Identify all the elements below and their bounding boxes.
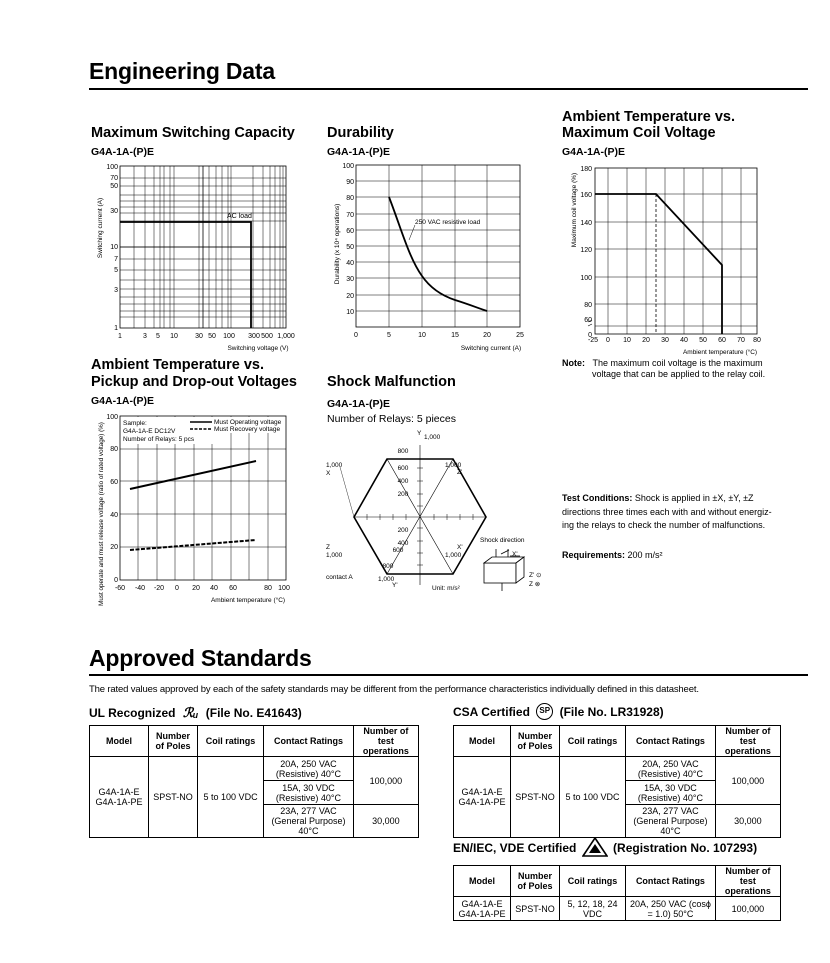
vde-logo-icon — [582, 837, 608, 857]
y-tick: 100 — [342, 163, 354, 170]
switching-capacity-line — [120, 222, 251, 328]
coil-note-text-1: The maximum coil voltage is the maximum — [592, 358, 763, 368]
shock-scale-tick: 600 — [397, 465, 409, 472]
y-tick: 50 — [346, 244, 354, 251]
ul-poles: SPST-NO — [149, 757, 198, 838]
coil-chart-title-2: Maximum Coil Voltage — [562, 125, 716, 141]
legend-recovery-label: Must Recovery voltage — [214, 426, 281, 433]
y-tick: 100 — [106, 164, 118, 171]
x-tick: -20 — [153, 585, 165, 592]
x-tick: 100 — [223, 333, 235, 340]
x-tick: 50 — [699, 337, 707, 344]
csa-coil: 5 to 100 VDC — [559, 757, 625, 838]
y-tick: 80 — [584, 302, 592, 309]
x-tick: 10 — [170, 333, 178, 340]
ul-logo-icon: ℛᵤ — [182, 705, 199, 720]
ul-table — [89, 725, 419, 838]
switching-chart — [88, 158, 308, 358]
shock-axis-x-value: 1,000 — [326, 462, 343, 469]
x-tick: 15 — [451, 332, 459, 339]
test-label: Test Conditions: — [562, 493, 633, 503]
shock-axis-yprime: Y' — [392, 582, 398, 589]
shock-diagram — [320, 425, 560, 595]
x-tick: 5 — [387, 332, 391, 339]
x-tick: 1,000 — [277, 333, 295, 340]
x-tick: 80 — [753, 337, 761, 344]
y-tick: 60 — [584, 317, 592, 324]
csa-contact-1: 20A, 250 VAC (Resistive) 40°C — [626, 757, 716, 781]
vde-table — [453, 865, 781, 921]
pickup-sample-3: Number of Relays: 5 pcs — [123, 436, 195, 443]
coil-chart-model: G4A-1A-(P)E — [562, 146, 626, 158]
col-model: Model — [454, 726, 511, 757]
shock-chart-title: Shock Malfunction — [327, 374, 456, 390]
pickup-chart-title-2: Pickup and Drop-out Voltages — [91, 374, 297, 390]
must-operate-line — [130, 461, 256, 489]
ul-file: (File No. E41643) — [205, 706, 302, 720]
coil-note — [562, 358, 802, 379]
legend-operate-label: Must Operating voltage — [214, 419, 282, 426]
shock-z-label: Z' ⊙ — [529, 572, 542, 579]
coil-voltage-chart — [560, 160, 780, 360]
pickup-y-label: Must operate and must release voltage (ratio of rated voltage) (%) — [98, 422, 105, 606]
x-tick: 20 — [192, 585, 200, 592]
approved-standards-heading: Approved Standards — [89, 645, 312, 671]
test-text-1: Shock is applied in ±X, ±Y, ±Z — [634, 493, 754, 503]
x-tick: 25 — [516, 332, 524, 339]
x-tick: -25 — [587, 337, 599, 344]
y-tick: 7 — [114, 256, 118, 263]
shock-chart-model: G4A-1A-(P)E — [327, 398, 391, 410]
x-tick: 80 — [264, 585, 272, 592]
shock-axis-y: Y — [417, 430, 422, 437]
vde-ops: 100,000 — [715, 897, 780, 921]
shock-direction-label: Shock direction — [480, 537, 525, 544]
y-tick: 10 — [110, 244, 118, 251]
shock-scale-tick: 400 — [397, 540, 409, 547]
ul-contact-2: 15A, 30 VDC (Resistive) 40°C — [264, 781, 354, 805]
x-tick: 1 — [118, 333, 122, 340]
shock-axis-zprime-value: 1,000 — [445, 462, 462, 469]
ul-model: G4A-1A-E G4A-1A-PE — [90, 757, 149, 838]
shock-unit-label: Unit: m/s² — [432, 585, 460, 592]
shock-scale-tick: 200 — [397, 491, 409, 498]
test-text-3: ing the relays to check the number of malfunctions. — [562, 520, 766, 530]
y-tick: 5 — [114, 267, 118, 274]
x-tick: 3 — [143, 333, 147, 340]
x-tick: 0 — [354, 332, 358, 339]
vde-coil: 5, 12, 18, 24 VDC — [559, 897, 625, 921]
ul-ops-2: 30,000 — [353, 805, 418, 838]
ul-contact-1: 20A, 250 VAC (Resistive) 40°C — [264, 757, 354, 781]
col-coil: Coil ratings — [559, 726, 625, 757]
y-tick: 60 — [346, 228, 354, 235]
x-tick: 20 — [642, 337, 650, 344]
pickup-sample-1: Sample: — [123, 420, 147, 427]
pickup-x-label: Ambient temperature (°C) — [210, 597, 286, 604]
y-tick: 30 — [346, 276, 354, 283]
x-tick: 40 — [680, 337, 688, 344]
shock-axis-xprime: X' — [457, 544, 463, 551]
col-contact: Contact Ratings — [626, 866, 716, 897]
y-tick: 20 — [110, 544, 118, 551]
switching-chart-title: Maximum Switching Capacity — [91, 125, 295, 141]
durability-chart-title: Durability — [327, 125, 394, 141]
shock-relays-count: Number of Relays: 5 pieces — [327, 413, 456, 425]
x-tick: -40 — [134, 585, 146, 592]
csa-logo-icon: SP — [536, 703, 553, 720]
shock-zx-label: Z ⊗ — [529, 581, 541, 588]
coil-note-label: Note: — [562, 358, 585, 368]
x-tick: 0 — [606, 337, 610, 344]
x-tick: 10 — [418, 332, 426, 339]
x-tick: 30 — [661, 337, 669, 344]
col-model: Model — [454, 866, 511, 897]
heading-rule — [89, 88, 808, 90]
shock-requirements — [562, 549, 663, 563]
y-tick: 10 — [346, 309, 354, 316]
coil-note-text-2: voltage that can be applied to the relay coil. — [592, 368, 766, 379]
y-tick: 0 — [588, 332, 592, 339]
y-tick: 100 — [106, 414, 118, 421]
shock-axis-z-value: 1,000 — [326, 552, 343, 559]
shock-axis-y-value: 1,000 — [424, 434, 441, 441]
vde-contact: 20A, 250 VAC (cosϕ = 1.0) 50°C — [626, 897, 716, 921]
col-ops: Number of test operations — [353, 726, 418, 757]
csa-contact-3: 23A, 277 VAC (General Purpose) 40°C — [626, 805, 716, 838]
shock-contact-label: contact A — [326, 574, 353, 581]
vde-title-row — [453, 841, 757, 857]
durability-y-label: Durability (x 10⁴ operations) — [334, 203, 341, 285]
shock-axis-z: Z — [326, 544, 330, 551]
y-tick: 40 — [346, 260, 354, 267]
ul-title: UL Recognized — [89, 706, 176, 720]
y-tick: 80 — [346, 195, 354, 202]
x-tick: 30 — [195, 333, 203, 340]
coil-x-label: Ambient temperature (°C) — [682, 349, 758, 356]
standards-intro: The rated values approved by each of the safety standards may be different from the performance characteristics individually defined in this datasheet. — [89, 684, 699, 695]
vde-model: G4A-1A-E G4A-1A-PE — [454, 897, 511, 921]
ul-ops-1: 100,000 — [353, 757, 418, 805]
pickup-chart-model: G4A-1A-(P)E — [91, 395, 155, 407]
col-poles: Number of Poles — [149, 726, 198, 757]
x-tick: 20 — [483, 332, 491, 339]
relay-illustration — [484, 549, 524, 591]
shock-axis-yprime-value: 1,000 — [378, 576, 395, 583]
csa-file: (File No. LR31928) — [559, 705, 664, 719]
x-tick: -60 — [114, 585, 126, 592]
switching-x-label: Switching voltage (V) — [227, 345, 289, 352]
shock-scale-tick: 400 — [397, 478, 409, 485]
standards-rule — [89, 674, 808, 676]
x-tick: 70 — [737, 337, 745, 344]
col-ops: Number of test operations — [715, 726, 780, 757]
coil-chart-title-1: Ambient Temperature vs. — [562, 109, 735, 125]
x-tick: 300 — [248, 333, 260, 340]
shock-axis-x: X — [326, 470, 331, 477]
y-tick: 100 — [580, 275, 592, 282]
y-tick: 1 — [114, 325, 118, 332]
csa-title: CSA Certified — [453, 705, 530, 719]
col-contact: Contact Ratings — [264, 726, 354, 757]
csa-title-row — [453, 705, 664, 720]
durability-x-label: Switching current (A) — [460, 345, 522, 352]
col-poles: Number of Poles — [511, 866, 560, 897]
switching-chart-model: G4A-1A-(P)E — [91, 146, 155, 158]
csa-poles: SPST-NO — [511, 757, 560, 838]
col-contact: Contact Ratings — [626, 726, 716, 757]
shock-test-conditions — [562, 492, 802, 533]
switching-series-label: AC load — [227, 213, 252, 220]
csa-ops-1: 100,000 — [715, 757, 780, 805]
x-tick: 5 — [156, 333, 160, 340]
csa-contact-2: 15A, 30 VDC (Resistive) 40°C — [626, 781, 716, 805]
x-tick: 500 — [261, 333, 273, 340]
ul-title-row — [89, 705, 302, 721]
durability-annotation: 250 VAC resistive load — [415, 219, 481, 226]
engineering-data-heading: Engineering Data — [89, 58, 275, 84]
durability-chart-model: G4A-1A-(P)E — [327, 146, 391, 158]
x-tick: 10 — [623, 337, 631, 344]
pickup-sample-2: G4A-1A-E DC12V — [123, 428, 176, 435]
y-tick: 90 — [346, 179, 354, 186]
csa-table — [453, 725, 781, 838]
col-poles: Number of Poles — [511, 726, 560, 757]
y-tick: 0 — [114, 577, 118, 584]
pickup-chart — [88, 408, 303, 618]
y-tick: 50 — [110, 183, 118, 190]
test-text-2: directions three times each with and without energiz- — [562, 506, 772, 517]
x-tick: 60 — [718, 337, 726, 344]
y-tick: 70 — [110, 175, 118, 182]
x-tick: 100 — [278, 585, 290, 592]
col-ops: Number of test operations — [715, 866, 780, 897]
x-tick: 40 — [210, 585, 218, 592]
shock-axis-zprime: Z' — [457, 469, 463, 476]
x-tick: 60 — [229, 585, 237, 592]
col-model: Model — [90, 726, 149, 757]
ul-contact-3: 23A, 277 VAC (General Purpose) 40°C — [264, 805, 354, 838]
y-tick: 140 — [580, 220, 592, 227]
col-coil: Coil ratings — [197, 726, 263, 757]
vde-poles: SPST-NO — [511, 897, 560, 921]
col-coil: Coil ratings — [559, 866, 625, 897]
req-value: 200 m/s² — [627, 550, 663, 560]
y-tick: 60 — [110, 479, 118, 486]
switching-y-label: Switching current (A) — [97, 197, 104, 259]
y-tick: 40 — [110, 512, 118, 519]
shock-scale-tick: 800 — [382, 563, 394, 570]
shock-axis-xprime-value: 1,000 — [445, 552, 462, 559]
y-tick: 30 — [110, 208, 118, 215]
y-tick: 70 — [346, 212, 354, 219]
y-tick: 160 — [580, 192, 592, 199]
y-tick: 120 — [580, 247, 592, 254]
shock-scale-tick: 200 — [397, 527, 409, 534]
pickup-chart-title-1: Ambient Temperature vs. — [91, 357, 264, 373]
y-tick: 180 — [580, 166, 592, 173]
req-label: Requirements: — [562, 550, 626, 560]
vde-file: (Registration No. 107293) — [613, 841, 758, 856]
y-tick: 3 — [114, 287, 118, 294]
shock-scale-tick: 600 — [392, 547, 404, 554]
csa-model: G4A-1A-E G4A-1A-PE — [454, 757, 511, 838]
coil-y-label: Maximum coil voltage (%) — [571, 172, 578, 248]
shock-x-label: X' — [512, 551, 518, 558]
shock-scale-tick: 800 — [397, 448, 409, 455]
csa-ops-2: 30,000 — [715, 805, 780, 838]
vde-title: EN/IEC, VDE Certified — [453, 841, 577, 856]
must-recovery-line — [130, 540, 256, 550]
durability-chart — [323, 158, 533, 358]
y-tick: 20 — [346, 293, 354, 300]
ul-coil: 5 to 100 VDC — [197, 757, 263, 838]
x-tick: 50 — [208, 333, 216, 340]
y-tick: 80 — [110, 446, 118, 453]
x-tick: 0 — [175, 585, 179, 592]
